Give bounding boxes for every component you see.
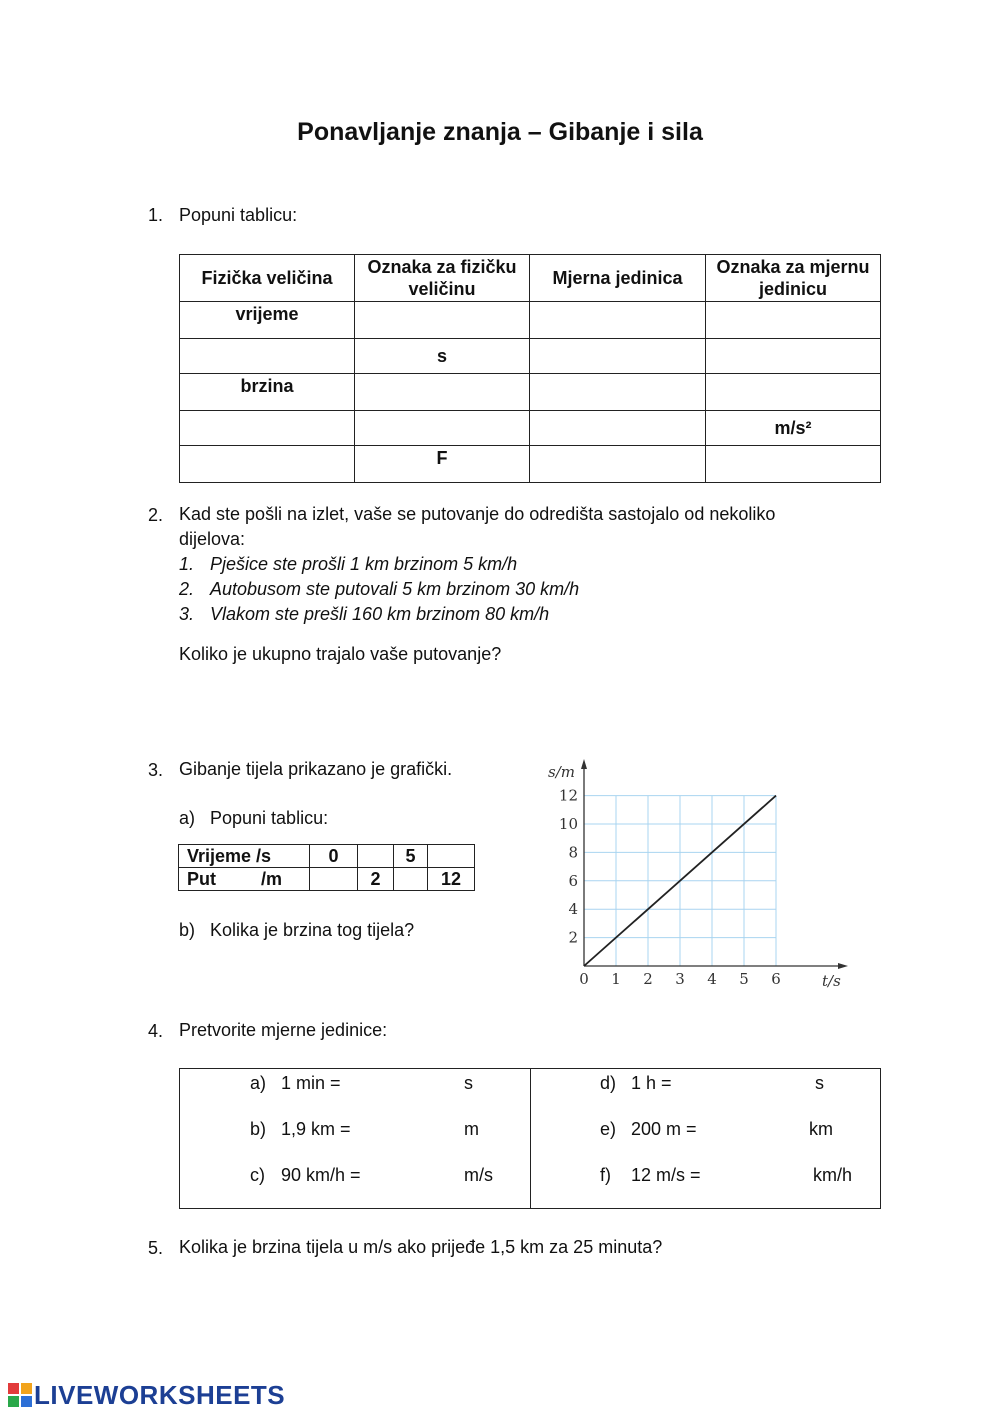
q1-header-cell: Oznaka za mjernu jedinicu bbox=[706, 255, 881, 302]
q4-expression: 1 min = bbox=[281, 1073, 341, 1093]
q1-answer-cell[interactable] bbox=[355, 374, 530, 411]
q3-answer-cell[interactable] bbox=[310, 868, 358, 891]
q2-question: Koliko je ukupno trajalo vaše putovanje? bbox=[179, 644, 502, 664]
q1-cell: vrijeme bbox=[180, 302, 355, 339]
q4-unit: km bbox=[809, 1119, 833, 1139]
q1-answer-cell[interactable] bbox=[530, 411, 706, 446]
q4-label: c) bbox=[250, 1165, 265, 1185]
q1-answer-cell[interactable] bbox=[355, 302, 530, 339]
q2-number: 2. bbox=[148, 505, 164, 525]
q1-cell: s bbox=[355, 339, 530, 374]
q3-cell: 5 bbox=[394, 845, 428, 868]
q4-expression: 200 m = bbox=[631, 1119, 697, 1139]
motion-graph bbox=[540, 755, 870, 1000]
q3-answer-cell[interactable] bbox=[428, 845, 475, 868]
list-item: 1. Pješice ste prošli 1 km brzinom 5 km/h bbox=[179, 554, 518, 574]
x-tick-label: 5 bbox=[739, 970, 749, 988]
q2-text-line: dijelova: bbox=[179, 529, 246, 549]
q4-label: b) bbox=[250, 1119, 267, 1139]
q3-answer-cell[interactable] bbox=[394, 868, 428, 891]
q1-cell: m/s² bbox=[706, 411, 881, 446]
y-axis-arrow bbox=[581, 759, 587, 769]
q3b-text: Kolika je brzina tog tijela? bbox=[210, 920, 415, 940]
q4-text: Pretvorite mjerne jedinice: bbox=[179, 1020, 388, 1040]
q2-text bbox=[179, 502, 879, 552]
table-row bbox=[180, 411, 881, 446]
q3-table bbox=[178, 844, 475, 891]
q4-unit: m/s bbox=[464, 1165, 493, 1185]
list-item: 3. Vlakom ste prešli 160 km brzinom 80 km/h bbox=[179, 604, 550, 624]
table-row bbox=[180, 339, 881, 374]
y-tick-label: 2 bbox=[568, 928, 578, 947]
q4-expression: 90 km/h = bbox=[281, 1165, 361, 1185]
y-tick-label: 6 bbox=[568, 871, 578, 890]
table-row bbox=[180, 374, 881, 411]
x-axis-label: t/s bbox=[822, 972, 841, 990]
q4-box bbox=[179, 1068, 881, 1209]
q1-header-cell: Fizička veličina bbox=[180, 255, 355, 302]
q1-text: Popuni tablicu: bbox=[179, 205, 298, 225]
list-item: 2. Autobusom ste putovali 5 km brzinom 30 km/h bbox=[179, 579, 580, 599]
x-tick-label: 6 bbox=[771, 970, 781, 988]
q1-answer-cell[interactable] bbox=[355, 411, 530, 446]
q3b-label: b) bbox=[179, 920, 196, 940]
y-tick-label: 12 bbox=[558, 786, 578, 805]
q4-unit: km/h bbox=[813, 1165, 853, 1185]
q1-cell: F bbox=[355, 446, 530, 483]
x-tick-label: 3 bbox=[675, 970, 685, 988]
q1-answer-cell[interactable] bbox=[180, 339, 355, 374]
q4-label: d) bbox=[600, 1073, 617, 1093]
q4-expression: 12 m/s = bbox=[631, 1165, 701, 1185]
table-row bbox=[180, 302, 881, 339]
page-title: Ponavljanje znanja – Gibanje i sila bbox=[297, 118, 703, 146]
q4-unit: m bbox=[464, 1119, 479, 1139]
x-tick-label: 2 bbox=[643, 970, 653, 988]
q1-answer-cell[interactable] bbox=[530, 302, 706, 339]
q4-label: f) bbox=[600, 1165, 611, 1185]
q1-answer-cell[interactable] bbox=[180, 411, 355, 446]
q2-list bbox=[179, 552, 579, 627]
y-tick-label: 10 bbox=[558, 815, 578, 833]
q1-cell: brzina bbox=[180, 374, 355, 411]
brand-name: LIVEWORKSHEETS bbox=[34, 1380, 286, 1410]
q5-text: Kolika je brzina tijela u m/s ako prijeđe 1,5 km za 25 minuta? bbox=[179, 1237, 663, 1257]
brand-footer[interactable] bbox=[8, 1380, 285, 1411]
x-tick-label: 1 bbox=[611, 970, 621, 988]
q4-number: 4. bbox=[148, 1021, 164, 1041]
q1-answer-cell[interactable] bbox=[706, 374, 881, 411]
q1-answer-cell[interactable] bbox=[530, 446, 706, 483]
q1-answer-cell[interactable] bbox=[706, 446, 881, 483]
x-tick-label: 4 bbox=[707, 970, 717, 988]
q1-answer-cell[interactable] bbox=[530, 339, 706, 374]
q1-header-cell: Oznaka za fizičku veličinu bbox=[355, 255, 530, 302]
y-tick-label: 4 bbox=[568, 900, 578, 919]
q4-label: e) bbox=[600, 1119, 617, 1139]
q4-divider bbox=[530, 1069, 531, 1208]
q3-cell: 12 bbox=[428, 868, 475, 891]
table-row bbox=[180, 446, 881, 483]
q5-number: 5. bbox=[148, 1238, 164, 1258]
q2-text-line: Kad ste pošli na izlet, vaše se putovanje do odredišta sastojalo od nekoliko bbox=[179, 504, 776, 524]
y-axis-label: s/m bbox=[548, 763, 575, 781]
liveworksheets-logo-icon bbox=[8, 1383, 32, 1407]
q1-header-cell: Mjerna jedinica bbox=[530, 255, 706, 302]
q3-text: Gibanje tijela prikazano je grafički. bbox=[179, 759, 453, 779]
q3a-text: Popuni tablicu: bbox=[210, 808, 329, 828]
q4-expression: 1 h = bbox=[631, 1073, 672, 1093]
q4-unit: s bbox=[464, 1073, 473, 1093]
y-tick-label: 8 bbox=[568, 843, 578, 862]
q3-row-header: Vrijeme /s bbox=[179, 845, 310, 868]
q1-answer-cell[interactable] bbox=[530, 374, 706, 411]
q1-table bbox=[179, 254, 881, 483]
q4-expression: 1,9 km = bbox=[281, 1119, 351, 1139]
q1-answer-cell[interactable] bbox=[706, 302, 881, 339]
table-row bbox=[179, 845, 475, 868]
q1-answer-cell[interactable] bbox=[180, 446, 355, 483]
q3-number: 3. bbox=[148, 760, 164, 780]
q3a-label: a) bbox=[179, 808, 196, 828]
table-row bbox=[179, 868, 475, 891]
q3-row-header: Put /m bbox=[179, 868, 310, 891]
x-axis-arrow bbox=[838, 963, 848, 969]
q4-unit: s bbox=[815, 1073, 824, 1093]
q3-cell: 0 bbox=[310, 845, 358, 868]
q3-answer-cell[interactable] bbox=[358, 845, 394, 868]
q1-answer-cell[interactable] bbox=[706, 339, 881, 374]
q1-number: 1. bbox=[148, 205, 164, 225]
q4-label: a) bbox=[250, 1073, 267, 1093]
x-tick-label: 0 bbox=[579, 970, 589, 988]
q3-cell: 2 bbox=[358, 868, 394, 891]
